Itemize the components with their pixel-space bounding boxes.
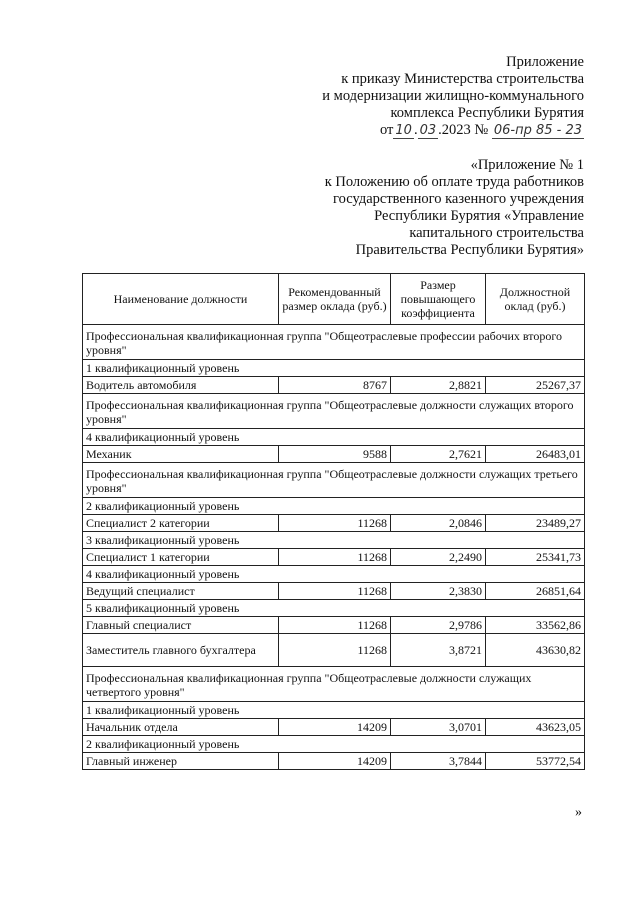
position-name: Водитель автомобиля [83,377,279,394]
qualification-level: 5 квалификационный уровень [83,600,585,617]
qualification-level: 2 квалификационный уровень [83,736,585,753]
date-prefix: от [380,122,394,138]
base-salary: 14209 [279,753,391,770]
coefficient: 3,8721 [391,634,486,667]
position-name: Механик [83,446,279,463]
position-name: Главный специалист [83,617,279,634]
group-row [83,394,585,429]
handwritten-day: 10 [395,123,412,138]
date-year: 2023 [441,122,471,138]
base-salary: 14209 [279,719,391,736]
header-line: и модернизации жилищно-коммунального [322,88,584,104]
salary: 25341,73 [486,549,585,566]
qualification-level: 2 квалификационный уровень [83,498,585,515]
group-row [83,667,585,702]
base-salary: 11268 [279,634,391,667]
header-line: комплекса Республики Бурятия [390,105,584,121]
table-row [83,617,585,634]
qualification-group: Профессиональная квалификационная группа "Общеотраслевые должности служащих четвертого уровня" [83,667,585,702]
position-name: Специалист 1 категории [83,549,279,566]
col-header-base-salary: Рекомендованный размер оклада (руб.) [279,274,391,325]
table-row [83,377,585,394]
qualification-level: 4 квалификационный уровень [83,566,585,583]
qualification-group: Профессиональная квалификационная группа "Общеотраслевые профессии рабочих второго уровня" [83,325,585,360]
coefficient: 3,7844 [391,753,486,770]
col-header-salary: Должностной оклад (руб.) [486,274,585,325]
coefficient: 2,8821 [391,377,486,394]
table-row [83,719,585,736]
coefficient: 2,3830 [391,583,486,600]
col-header-coefficient: Размер повышающего коэффициента [391,274,486,325]
position-name: Начальник отдела [83,719,279,736]
coefficient: 2,2490 [391,549,486,566]
table-row [83,549,585,566]
base-salary: 9588 [279,446,391,463]
level-row [83,600,585,617]
salary: 43623,05 [486,719,585,736]
table-row [83,753,585,770]
base-salary: 11268 [279,549,391,566]
salary: 26851,64 [486,583,585,600]
qualification-level: 3 квалификационный уровень [83,532,585,549]
level-row [83,702,585,719]
base-salary: 11268 [279,515,391,532]
table-header-row [83,274,585,325]
salary: 33562,86 [486,617,585,634]
salary: 43630,82 [486,634,585,667]
header-line: Республики Бурятия «Управление [374,208,584,224]
number-prefix: № [474,122,489,138]
table-row [83,446,585,463]
coefficient: 2,7621 [391,446,486,463]
salary: 26483,01 [486,446,585,463]
group-row [83,463,585,498]
header-line: к приказу Министерства строительства [341,71,584,87]
table-body [83,325,585,770]
level-row [83,429,585,446]
qualification-level: 1 квалификационный уровень [83,702,585,719]
table-row [83,583,585,600]
header-line: Приложение [506,54,584,70]
salary: 25267,37 [486,377,585,394]
header-line: «Приложение № 1 [470,157,584,173]
salary-table [82,273,585,770]
qualification-group: Профессиональная квалификационная группа "Общеотраслевые должности служащих третьего уровня" [83,463,585,498]
level-row [83,532,585,549]
regulation-annex-header [325,157,584,259]
qualification-group: Профессиональная квалификационная группа "Общеотраслевые должности служащих второго уровня" [83,394,585,429]
header-line: Правительства Республики Бурятия» [355,242,584,258]
qualification-level: 4 квалификационный уровень [83,429,585,446]
order-date-number-line: от 10 . 03 .2023 № 06-пр 85 - 23 [380,122,582,138]
salary: 53772,54 [486,753,585,770]
header-line: капитального строительства [409,225,584,241]
position-name: Главный инженер [83,753,279,770]
closing-quote: » [575,805,582,820]
base-salary: 8767 [279,377,391,394]
order-annex-header [322,54,584,139]
table-row [83,634,585,667]
table-row [83,515,585,532]
base-salary: 11268 [279,617,391,634]
level-row [83,498,585,515]
base-salary: 11268 [279,583,391,600]
header-line: к Положению об оплате труда работников [324,174,584,190]
col-header-position: Наименование должности [83,274,279,325]
salary: 23489,27 [486,515,585,532]
header-line: государственного казенного учреждения [333,191,584,207]
group-row [83,325,585,360]
position-name: Специалист 2 категории [83,515,279,532]
handwritten-month: 03 [419,123,437,138]
position-name: Заместитель главного бухгалтера [83,634,279,667]
coefficient: 3,0701 [391,719,486,736]
position-name: Ведущий специалист [83,583,279,600]
coefficient: 2,9786 [391,617,486,634]
level-row [83,360,585,377]
coefficient: 2,0846 [391,515,486,532]
level-row [83,566,585,583]
level-row [83,736,585,753]
qualification-level: 1 квалификационный уровень [83,360,585,377]
handwritten-order-number: 06-пр 85 - 23 [493,123,582,138]
